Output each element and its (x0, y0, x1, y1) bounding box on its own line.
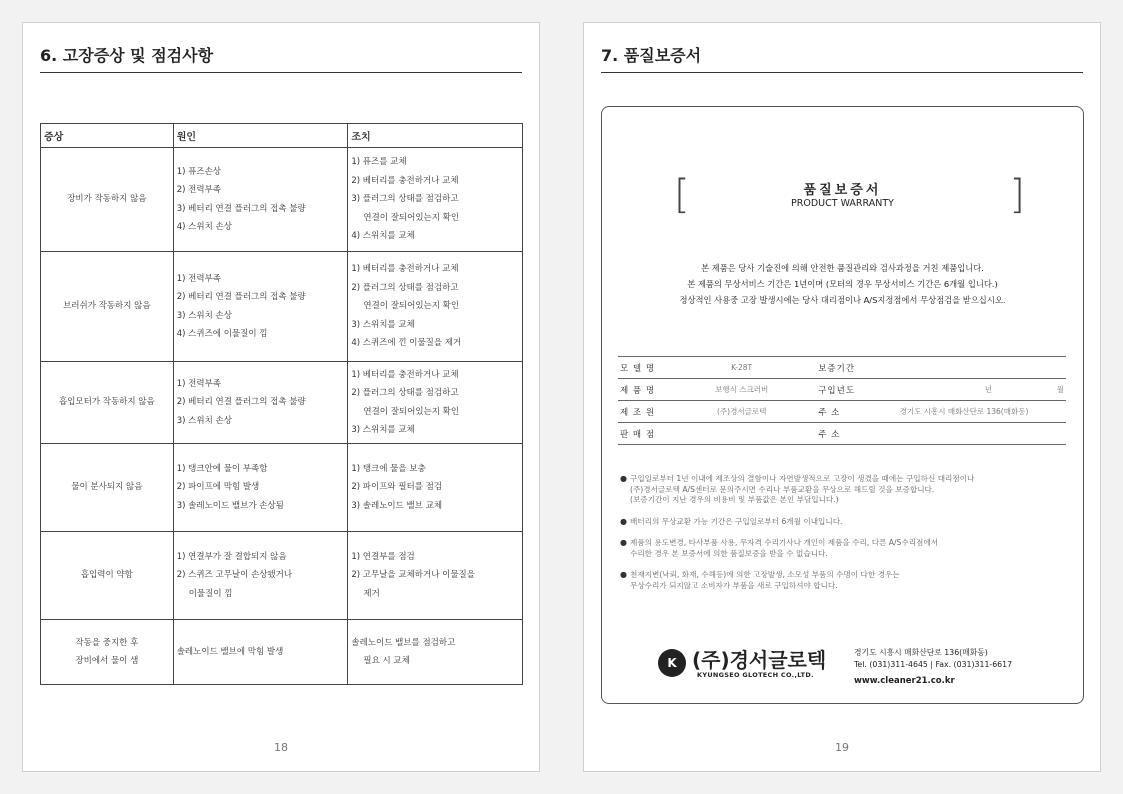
action-cell (348, 252, 523, 362)
troubleshooting-table (40, 123, 523, 685)
action-cell-line: 1) 연결부를 점검 (351, 551, 415, 562)
info-row (618, 357, 1066, 379)
action-cell (348, 362, 523, 444)
cause-cell-line: 2) 베터리 연결 플러그의 접촉 불량 (176, 397, 306, 408)
maker-value: (주)경서글로텍 (667, 401, 816, 423)
bullet-icon: ● (620, 474, 627, 483)
note-line: 구입일로부터 1년 이내에 제조상의 결함이나 자연발생적으로 고장이 생겼을 때에는 구입하신 대리점이나 (630, 474, 975, 483)
contact-phone: Tel. (031)311-4645 | Fax. (031)311-6617 (854, 660, 1013, 669)
warranty-title-ko: 품질보증서 (803, 183, 882, 198)
note-line: 배터리의 무상교환 가능 기간은 구입일로부터 6개월 이내입니다. (630, 516, 843, 526)
action-cell-line: 연결이 잘되어있는지 확인 (363, 406, 460, 417)
model-label: 모 델 명 (618, 357, 667, 379)
company-name-ko: (주)경서글로텍 (692, 648, 827, 672)
symptom-cell (41, 444, 174, 532)
action-cell-line: 1) 베터리를 충전하거나 교체 (351, 369, 459, 380)
cause-cell-line: 1) 전력부족 (176, 273, 221, 284)
warranty-period-label: 보증기간 (816, 357, 862, 379)
action-cell (348, 532, 523, 620)
right-page (583, 22, 1101, 772)
company-name-en: KYUNGSEO GLOTECH CO.,LTD. (697, 671, 814, 679)
model-value: K-28T (667, 357, 816, 379)
header-symptom: 증상 (41, 124, 174, 148)
action-cell-line: 2) 플러그의 상태를 점검하고 (351, 388, 459, 398)
symptom-cell (41, 532, 174, 620)
seller-address-label: 주 소 (816, 423, 862, 445)
symptom-cell-line: 흡입모터가 작동하지 않음 (58, 397, 155, 408)
cause-cell-line: 솔레노이드 밸브에 막힘 발생 (176, 646, 284, 657)
symptom-cell-line: 브러쉬가 작동하지 않음 (63, 301, 151, 312)
cause-cell (173, 252, 348, 362)
cause-cell-line: 3) 스위치 손상 (176, 310, 232, 321)
address-label: 주 소 (816, 401, 862, 423)
table-row (41, 444, 523, 532)
cause-cell (173, 532, 348, 620)
cause-cell-line: 2) 베터리 연결 플러그의 접촉 불량 (176, 292, 306, 302)
warranty-title-en: PRODUCT WARRANTY (791, 198, 894, 209)
cause-cell-line: 1) 퓨즈손상 (176, 166, 221, 177)
note-line: (주)경서글로텍 A/S센터로 문의주시면 수리나 부품교환을 무상으로 해드릴 것을 보증합니다. (630, 484, 935, 494)
action-cell (348, 148, 523, 252)
section-title-warranty: 7. 품질보증서 (601, 43, 1083, 73)
action-cell-line: 2) 파이프와 필터를 점검 (351, 482, 443, 493)
note-line: 수리한 경우 본 보증서에 의한 품질보증을 받을 수 없습니다. (630, 548, 828, 558)
symptom-cell (41, 252, 174, 362)
note-line: 천재지변(낙뢰, 화재, 수해등)에 의한 고장발생, 소모성 부품의 수명이 다한 경우는 (630, 570, 900, 579)
seller-label: 판 매 점 (618, 423, 667, 445)
bullet-icon: ● (620, 570, 627, 579)
action-cell-line: 필요 시 교체 (363, 656, 410, 666)
cause-cell (173, 148, 348, 252)
warranty-note (620, 538, 1070, 559)
cause-cell-line: 2) 스퀴즈 고무날이 손상됐거나 (176, 570, 293, 581)
cause-cell-line: 1) 연결부가 잘 결합되지 않음 (176, 551, 287, 562)
intro-line: 본 제품은 당사 기술진에 의해 안전한 품질관리와 검사과정을 거친 제품입니다. (701, 263, 984, 273)
action-cell-line: 1) 탱크에 물을 보충 (351, 463, 426, 474)
warranty-card (601, 106, 1084, 704)
action-cell-line: 3) 스위치를 교체 (351, 425, 415, 435)
cause-cell-line: 3) 솔레노이드 밸브가 손상됨 (176, 500, 284, 511)
action-cell-line: 4) 스위치를 교체 (351, 231, 415, 242)
contact-address: 경기도 시흥시 매화산단로 136(매화동) (854, 648, 988, 657)
cause-cell (173, 444, 348, 532)
page-number: 19 (835, 741, 849, 754)
symptom-cell-line: 장비에서 물이 샘 (75, 656, 139, 666)
action-cell-line: 1) 베터리를 충전하거나 교체 (351, 264, 459, 275)
action-cell (348, 444, 523, 532)
symptom-cell (41, 620, 174, 685)
warranty-notes (620, 474, 1070, 602)
table-row (41, 252, 523, 362)
product-value: 보행식 스크러버 (667, 379, 816, 401)
action-cell-line: 제거 (363, 588, 380, 599)
warranty-intro (602, 260, 1083, 308)
symptom-cell (41, 148, 174, 252)
info-row (618, 401, 1066, 423)
table-row (41, 148, 523, 252)
action-cell-line: 2) 고무날을 교체하거나 이물질을 (351, 570, 475, 581)
warranty-info-table (618, 356, 1066, 445)
action-cell-line: 3) 플러그의 상태를 점검하고 (351, 194, 459, 205)
action-cell-line: 연결이 잘되어있는지 확인 (363, 301, 460, 312)
action-cell-line: 3) 솔레노이드 밸브 교체 (351, 500, 443, 511)
bullet-icon: ● (620, 538, 627, 547)
cause-cell-line: 4) 스퀴즈에 이물질이 낌 (176, 329, 268, 339)
cause-cell-line: 2) 전력부족 (176, 185, 221, 195)
action-cell-line: 솔레노이드 밸브를 점검하고 (351, 637, 456, 648)
note-line: 무상수리가 되지않고 소비자가 부품을 새로 구입하셔야 합니다. (630, 580, 838, 590)
cause-cell-line: 3) 스위치 손상 (176, 415, 232, 426)
header-cause: 원인 (173, 124, 348, 148)
symptom-cell-line: 작동을 중지한 후 (75, 637, 139, 648)
action-cell (348, 620, 523, 685)
month-unit: 월 (1056, 385, 1064, 394)
warranty-note (620, 570, 1070, 591)
page-number: 18 (274, 741, 288, 754)
address-value: 경기도 시흥시 매화산단로 136(매화동) (862, 401, 1066, 423)
purchase-year-label: 구입년도 (816, 379, 862, 401)
action-cell-line: 1) 퓨즈를 교체 (351, 157, 407, 168)
cause-cell-line: 1) 전력부족 (176, 378, 221, 389)
symptom-cell-line: 장비가 작동하지 않음 (67, 194, 147, 205)
warranty-period-value (862, 357, 1066, 379)
bullet-icon: ● (620, 516, 627, 526)
symptom-cell (41, 362, 174, 444)
table-row (41, 532, 523, 620)
table-row (41, 620, 523, 685)
action-cell-line: 3) 스위치를 교체 (351, 319, 415, 330)
warranty-note (620, 517, 1070, 528)
purchase-date-value (862, 379, 1066, 401)
symptom-cell-line: 물이 분사되지 않음 (71, 482, 143, 493)
table-row (41, 362, 523, 444)
seller-address-value (862, 423, 1066, 445)
note-line: (보증기간이 지난 경우의 비용비 및 부품값은 본인 부담입니다.) (630, 495, 839, 504)
cause-cell-line: 4) 스위치 손상 (176, 222, 232, 232)
info-row (618, 379, 1066, 401)
cause-cell (173, 620, 348, 685)
left-bracket: [ (674, 172, 690, 218)
right-bracket: ] (1009, 172, 1025, 218)
contact-website[interactable]: www.cleaner21.co.kr (854, 676, 955, 686)
intro-line: 본 제품의 무상서비스 기간은 1년이며 (모터의 경우 무상서비스 기간은 6개월 입니다.) (687, 279, 998, 289)
cause-cell-line: 1) 탱크안에 물이 부족함 (176, 463, 268, 474)
action-cell-line: 2) 플러그의 상태를 점검하고 (351, 282, 459, 293)
seller-value (667, 423, 816, 445)
action-cell-line: 4) 스퀴즈에 낀 이물질을 제거 (351, 338, 462, 349)
header-action: 조치 (348, 124, 523, 148)
year-unit: 년 (984, 385, 992, 394)
cause-cell-line: 이물질이 낌 (188, 588, 233, 599)
note-line: 제품의 용도변경, 타사부품 사용, 무자격 수리기사나 개인이 제품을 수리, 다른 A/S수리점에서 (630, 538, 939, 547)
action-cell-line: 2) 베터리를 충전하거나 교체 (351, 175, 459, 186)
table-header-row (41, 124, 523, 148)
section-title-troubleshooting: 6. 고장증상 및 점검사항 (40, 43, 522, 73)
maker-label: 제 조 원 (618, 401, 667, 423)
cause-cell (173, 362, 348, 444)
cause-cell-line: 2) 파이프에 막힘 발생 (176, 482, 260, 493)
warranty-note (620, 474, 1070, 506)
symptom-cell-line: 흡입력이 약함 (80, 570, 133, 581)
info-row (618, 423, 1066, 445)
company-contact (854, 647, 1012, 687)
product-label: 제 품 명 (618, 379, 667, 401)
cause-cell-line: 3) 베터리 연결 플러그의 접촉 불량 (176, 203, 306, 214)
company-logo-icon: K (658, 649, 686, 677)
left-page (22, 22, 540, 772)
action-cell-line: 연결이 잘되어있는지 확인 (363, 212, 460, 223)
company-footer (658, 643, 1063, 686)
intro-line: 정상적인 사용중 고장 발생시에는 당사 대리점이나 A/S지정점에서 무상점검을 받으십시오. (679, 295, 1006, 305)
